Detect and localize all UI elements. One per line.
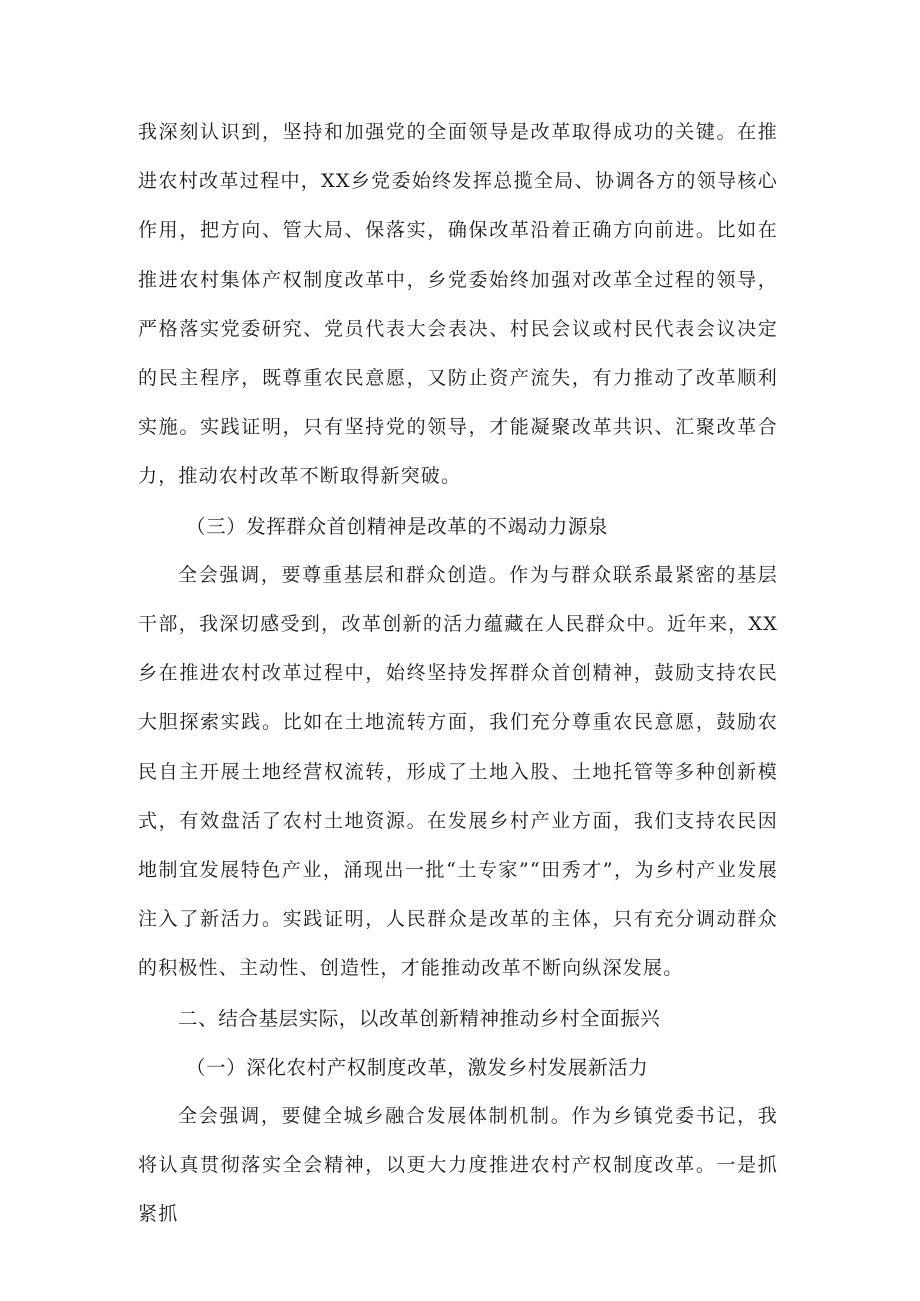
paragraph-property-reform: 全会强调，要健全城乡融合发展体制机制。作为乡镇党委书记，我将认真贯彻落实全会精神，以更大力度推进农村产权制度改革。一是抓紧抓 — [138, 1105, 778, 1226]
section-heading-3: （三）发挥群众首创精神是改革的不竭动力源泉 — [186, 514, 609, 538]
section-heading-1: （一）深化农村产权制度改革，激发乡村发展新活力 — [186, 1055, 649, 1079]
paragraph-mass-innovation: 全会强调，要尊重基层和群众创造。作为与群众联系最紧密的基层干部，我深切感受到，改革创新的活力蕴藏在人民群众中。近年来，XX乡在推进农村改革过程中，始终坚持发挥群众首创精神，鼓励支持农民大胆探索实践。比如在土地流转方面，我们充分尊重农民意愿，鼓励农民自主开展土地经营权流转，形成了土地入股、土地托管等多种创新模式，有效盘活了农村土地资源。在发展乡村产业方面，我们支持农民因地制宜发展特色产业，涌现出一批“土专家”“田秀才”，为乡村产业发展注入了新活力。实践证明，人民群众是改革的主体，只有充分调动群众的积极性、主动性、创造性，才能推动改革不断向纵深发展。 — [138, 563, 778, 980]
paragraph-party-leadership: 我深刻认识到，坚持和加强党的全面领导是改革取得成功的关键。在推进农村改革过程中，XX乡党委始终发挥总揽全局、协调各方的领导核心作用，把方向、管大局、保落实，确保改革沿着正确方向前进。比如在推进农村集体产权制度改革中，乡党委始终加强对改革全过程的领导，严格落实党委研究、党员代表大会表决、村民会议或村民代表会议决定的民主程序，既尊重农民意愿，又防止资产流失，有力推动了改革顺利实施。实践证明，只有坚持党的领导，才能凝聚改革共识、汇聚改革合力，推动农村改革不断取得新突破。 — [138, 121, 778, 488]
chapter-heading-2: 二、结合基层实际，以改革创新精神推动乡村全面振兴 — [178, 1006, 661, 1030]
document-body — [138, 108, 778, 1240]
